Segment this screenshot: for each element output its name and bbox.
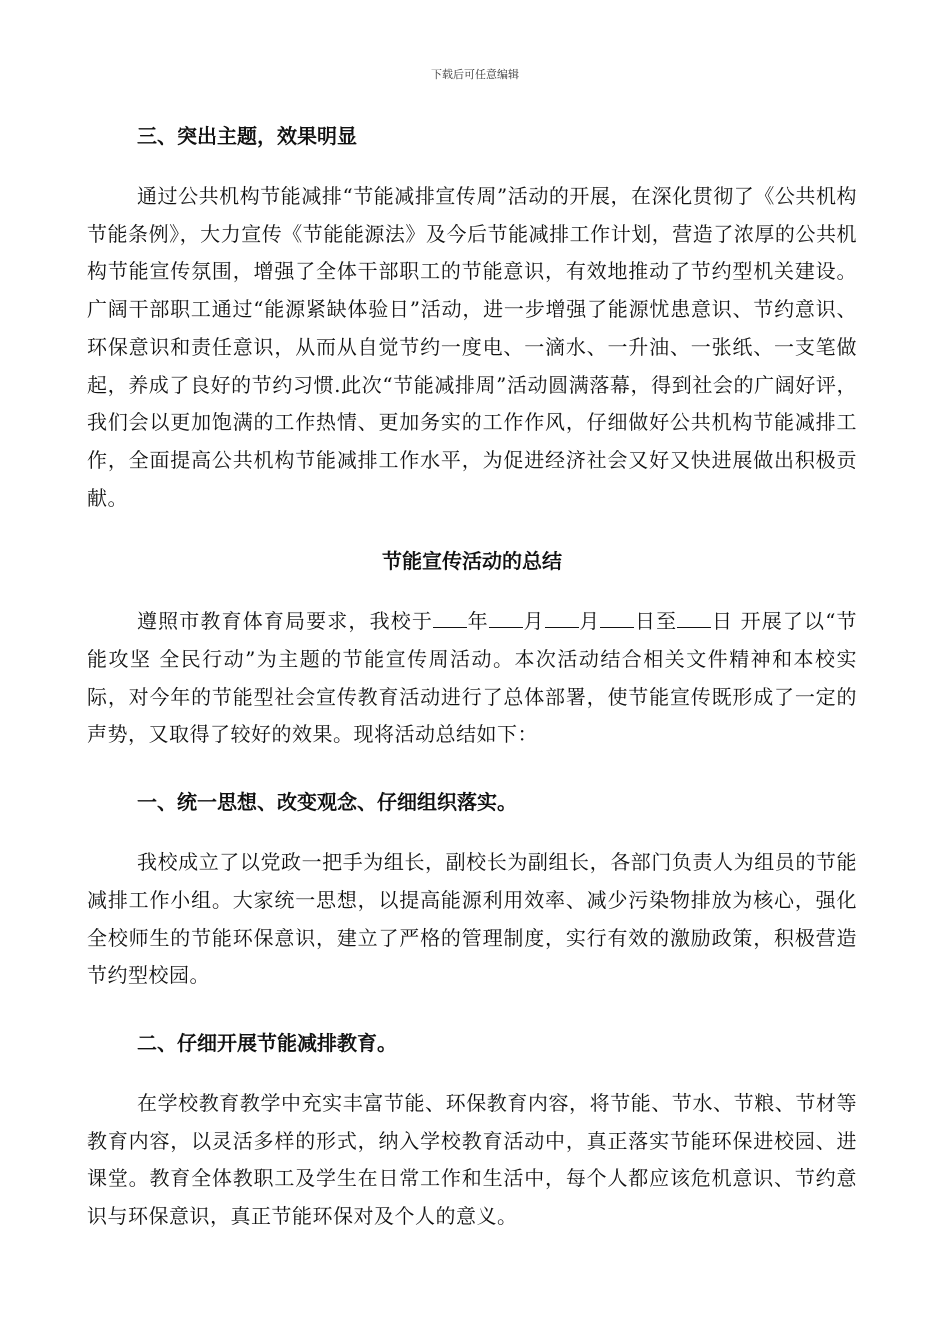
- intro-paragraph: [87, 603, 857, 754]
- document-body: [87, 118, 857, 1236]
- header-note: 下载后可任意编辑: [431, 68, 519, 81]
- section2-heading: 二、仔细开展节能减排教育。: [137, 1030, 397, 1055]
- section3-paragraph: 通过公共机构节能减排“节能减排宣传周”活动的开展，在深化贯彻了《公共机构节能条例》，大力宣传《节能能源法》及今后节能减排工作计划，营造了浓厚的公共机构节能宣传氛围，增强了全体干部职工的节能意识，有效地推动了节约型机关建设。广阔干部职工通过“能源紧缺体验日”活动，进一步增强了能源忧患意识、节约意识、环保意识和责任意识，从而从自觉节约一度电、一滴水、一升油、一张纸、一支笔做起，养成了良好的节约习惯.此次“节能减排周”活动圆满落幕，得到社会的广阔好评，我们会以更加饱满的工作热情、更加务实的工作作风，仔细做好公共机构节能减排工作，全面提高公共机构节能减排工作水平，为促进经济社会又好又快进展做出积极贡献。: [87, 184, 857, 510]
- month2-blank: [545, 609, 579, 628]
- section3-heading: 三、突出主题，效果明显: [137, 124, 357, 148]
- document-title: 节能宣传活动的总结: [382, 549, 562, 574]
- year-label: 年: [467, 609, 489, 634]
- intro-text-2: 开展了以“节能攻坚 全民行动”为主题的节能宣传周活动。本次活动结合相关文件精神和本校实际，对今年的节能型社会宣传教育活动进行了总体部署，使节能宣传既形成了一定的声势，又取得了较好的效果。现将活动总结如下：: [87, 609, 858, 747]
- day-blank: [677, 609, 711, 628]
- month2-label: 月: [578, 609, 601, 634]
- year-blank: [433, 609, 467, 628]
- day-from-blank: [600, 609, 634, 628]
- month-label: 月: [522, 609, 545, 634]
- section1-paragraph: 我校成立了以党政一把手为组长，副校长为副组长，各部门负责人为组员的节能减排工作小组。大家统一思想，以提高能源利用效率、减少污染物排放为核心，强化全校师生的节能环保意识，建立了严格的管理制度，实行有效的激励政策，积极营造节约型校园。: [87, 850, 857, 988]
- intro-text-1: 遵照市教育体育局要求，我校于: [137, 609, 433, 634]
- day-to-label: 日至: [634, 609, 678, 634]
- section1-heading: 一、统一思想、改变观念、仔细组织落实。: [137, 790, 517, 815]
- month-blank: [489, 609, 523, 628]
- day-label: 日: [711, 609, 734, 634]
- section2-paragraph: 在学校教育教学中充实丰富节能、环保教育内容，将节能、节水、节粮、节材等教育内容，以灵活多样的形式，纳入学校教育活动中，真正落实节能环保进校园、进课堂。教育全体教职工及学生在日常工作和生活中，每个人都应该危机意识、节约意识与环保意识，真正节能环保对及个人的意义。: [87, 1090, 857, 1229]
